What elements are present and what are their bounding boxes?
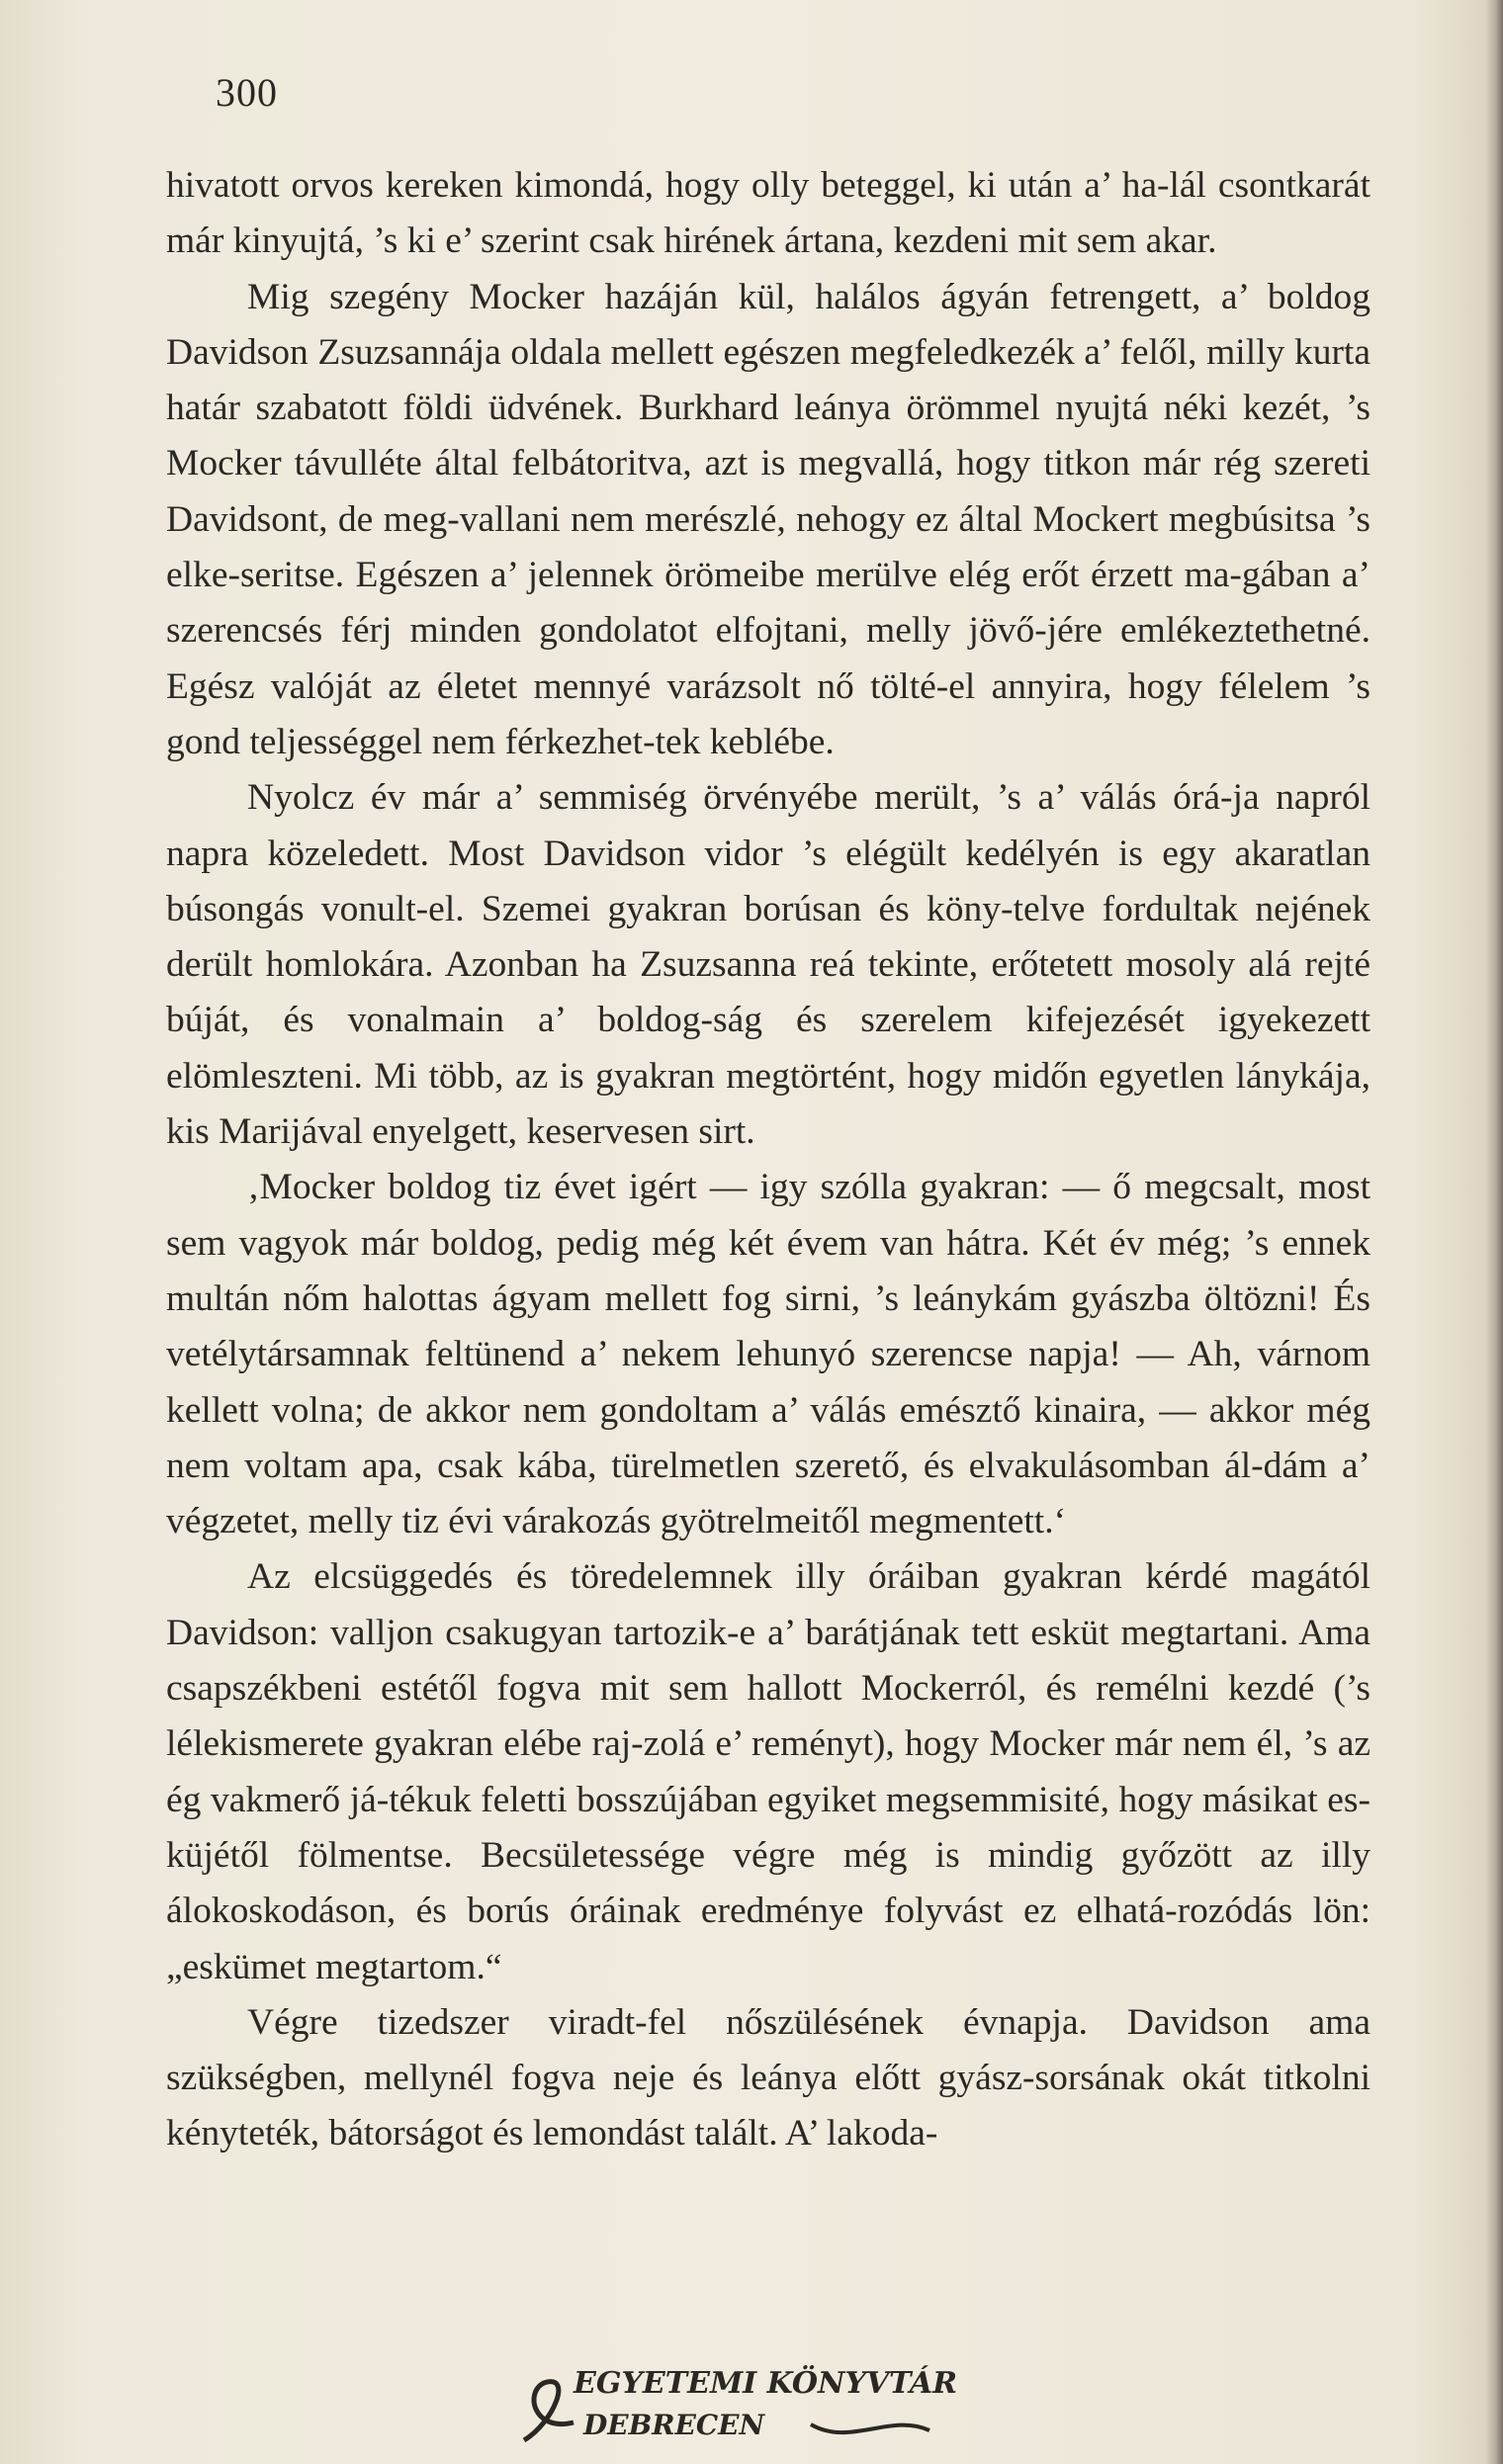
library-stamp [514, 2353, 1009, 2452]
paragraph-1: hivatott orvos kereken kimondá, hogy olly beteggel, ki után a’ ha-lál csontkarát már kinyujtá, ’s ki e’ szerint csak hirének ártana, kezdeni mit sem akar. [166, 165, 1370, 262]
body-text [166, 158, 1370, 2162]
page-edge-shadow [1485, 0, 1503, 2464]
library-stamp-graphic [514, 2353, 1009, 2452]
paragraph-3: Nyolcz év már a’ semmiség örvényébe merült, ’s a’ válás órá-ja napról napra közeledett. Most Davidson vidor ’s elégült kedélyén is egy akaratlan búsongás vonult-el. Szemei gyakran borúsan és köny-telve fordultak nejének derült homlokára. Azonban ha Zsuzsanna reá tekinte, erőtetett mosoly alá rejté búját, és vonalmain a’ boldog-ság és szerelem kifejezését igyekezett elömleszteni. Mi több, az is gyakran megtörtént, hogy midőn egyetlen lánykája, kis Marijával enyelgett, keservesen sirt. [166, 777, 1370, 1153]
stamp-line-1: EGYETEMI KÖNYVTÁR [574, 2366, 958, 2401]
paragraph-6: Végre tizedszer viradt-fel nőszülésének évnapja. Davidson ama szükségben, mellynél fogva neje és leánya előtt gyász-sorsának okát titkolni kényteték, bátorságot és lemondást talált. A’ lakoda- [166, 2001, 1370, 2155]
stamp-line-2: DEBRECEN [583, 2409, 765, 2441]
paragraph-2: Mig szegény Mocker hazáján kül, halálos ágyán fetrengett, a’ boldog Davidson Zsuzsannája oldala mellett egészen megfeledkezék a’ felől, milly kurta határ szabatott földi üdvének. Burkhard leánya örömmel nyujtá néki kezét, ’s Mocker távulléte által felbátoritva, azt is megvallá, hogy titkon már rég szereti Davidsont, de meg-vallani nem merészlé, nehogy ez által Mockert megbúsitsa ’s elke-seritse. Egészen a’ jelennek örömeibe merülve elég erőt érzett ma-gában a’ szerencsés férj minden gondolatot elfojtani, melly jövő-jére emlékeztethetné. Egész valóját az életet mennyé varázsolt nő tölté-el annyira, hogy félelem ’s gond teljességgel nem férkezhet-tek keblébe. [166, 276, 1370, 762]
page-number: 300 [216, 70, 278, 115]
paragraph-4: ‚Mocker boldog tiz évet igért — igy szólla gyakran: — ő megcsalt, most sem vagyok már boldog, pedig még két évem van hátra. Két év még; ’s ennek multán nőm halottas ágyam mellett fog sirni, ’s leánykám gyászba öltözni! És vetélytársamnak feltünend a’ nekem lehunyó szerencse napja! — Ah, várnom kellett volna; de akkor nem gondoltam a’ válás emésztő kinaira, — akkor még nem voltam apa, csak kába, türelmetlen szerető, és elvakulásomban ál-dám a’ végzetet, melly tiz évi várakozás gyötrelmeitől megmentett.‘ [166, 1167, 1370, 1542]
paragraph-5: Az elcsüggedés és töredelemnek illy óráiban gyakran kérdé magától Davidson: valljon csakugyan tartozik-e a’ barátjának tett esküt megtartani. Ama csapszékbeni estétől fogva mit sem hallott Mockerról, és remélni kezdé (’s lélekismerete gyakran elébe raj-zolá e’ reményt), hogy Mocker már nem él, ’s az ég vakmerő já-tékuk feletti bosszújában egyiket megsemmisité, hogy másikat es-küjétől fölmentse. Becsületessége végre még is mindig győzött az illy álokoskodáson, és borús óráinak eredménye folyvást ez elhatá-rozódás lön: „eskümet megtartom.“ [166, 1556, 1370, 1987]
